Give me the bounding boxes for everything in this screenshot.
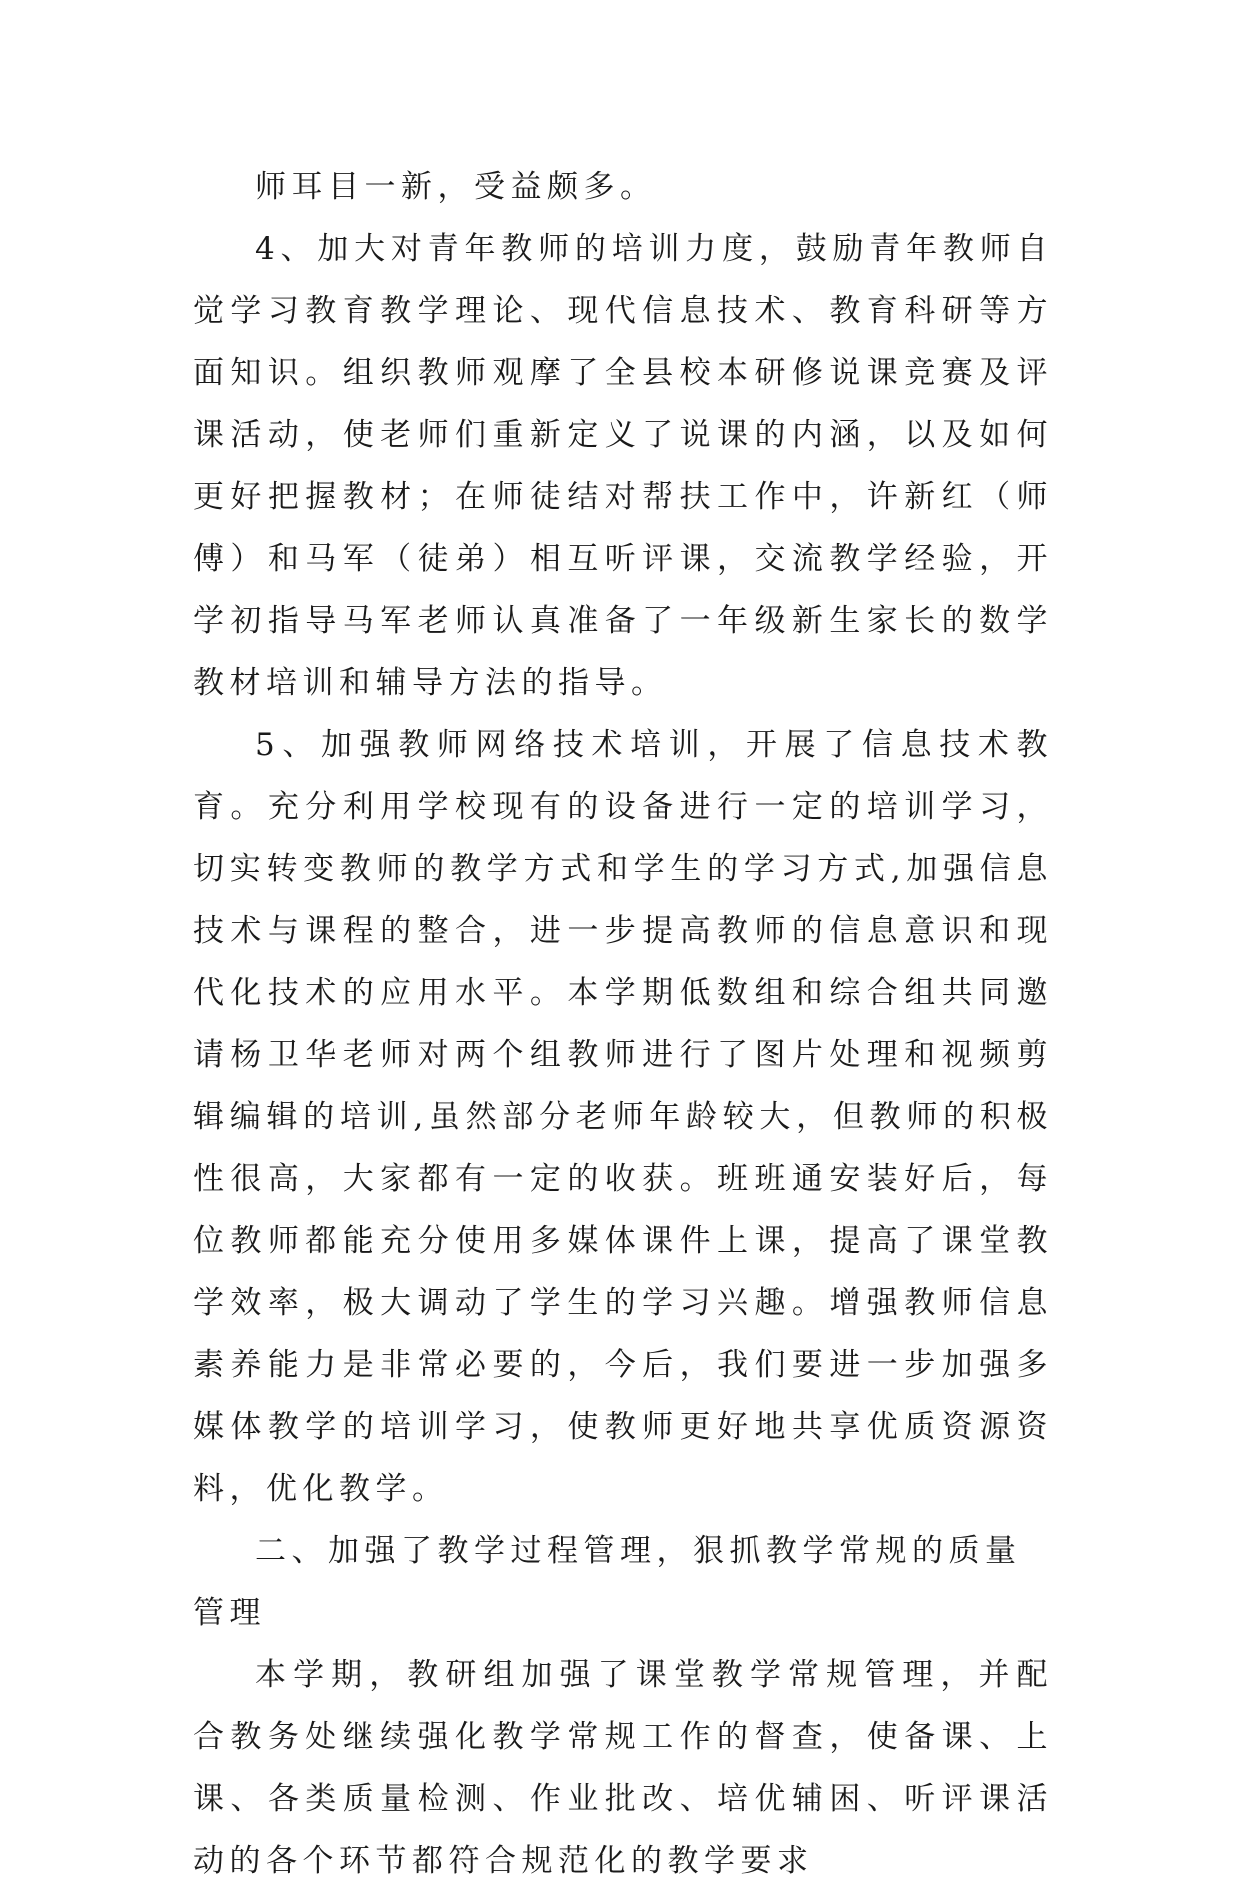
paragraph-section-2-body: 本学期，教研组加强了课堂教学常规管理，并配合教务处继续强化教学常规工作的督查，使备课、上课、各类质量检测、作业批改、培优辅困、听评课活动的各个环节都符合规范化的教学要求 bbox=[193, 1657, 1053, 1879]
paragraph-continuation: 师耳目一新，受益颇多。 bbox=[255, 169, 657, 205]
paragraph-item-4: 4、加大对青年教师的培训力度，鼓励青年教师自觉学习教育教学理论、现代信息技术、教育科研等方面知识。组织教师观摩了全县校本研修说课竞赛及评课活动，使老师们重新定义了说课的内涵，以及如何更好把握教材；在师徒结对帮扶工作中，许新红（师傅）和马军（徒弟）相互听评课，交流教学经验，开学初指导马军老师认真准备了一年级新生家长的数学教材培训和辅导方法的指导。 bbox=[193, 231, 1053, 701]
paragraph-item-5: 5、加强教师网络技术培训，开展了信息技术教育。充分利用学校现有的设备进行一定的培训学习，切实转变教师的教学方式和学生的学习方式,加强信息技术与课程的整合，进一步提高教师的信息意识和现代化技术的应用水平。本学期低数组和综合组共同邀请杨卫华老师对两个组教师进行了图片处理和视频剪辑编辑的培训,虽然部分老师年龄较大，但教师的积极性很高，大家都有一定的收获。班班通安装好后，每位教师都能充分使用多媒体课件上课，提高了课堂教学效率，极大调动了学生的学习兴趣。增强教师信息素养能力是非常必要的，今后，我们要进一步加强多媒体教学的培训学习，使教师更好地共享优质资源资料，优化教学。 bbox=[193, 727, 1053, 1507]
section-heading-2: 二、加强了教学过程管理，狠抓教学常规的质量管理 bbox=[193, 1533, 1022, 1631]
document-body bbox=[193, 156, 1053, 1892]
